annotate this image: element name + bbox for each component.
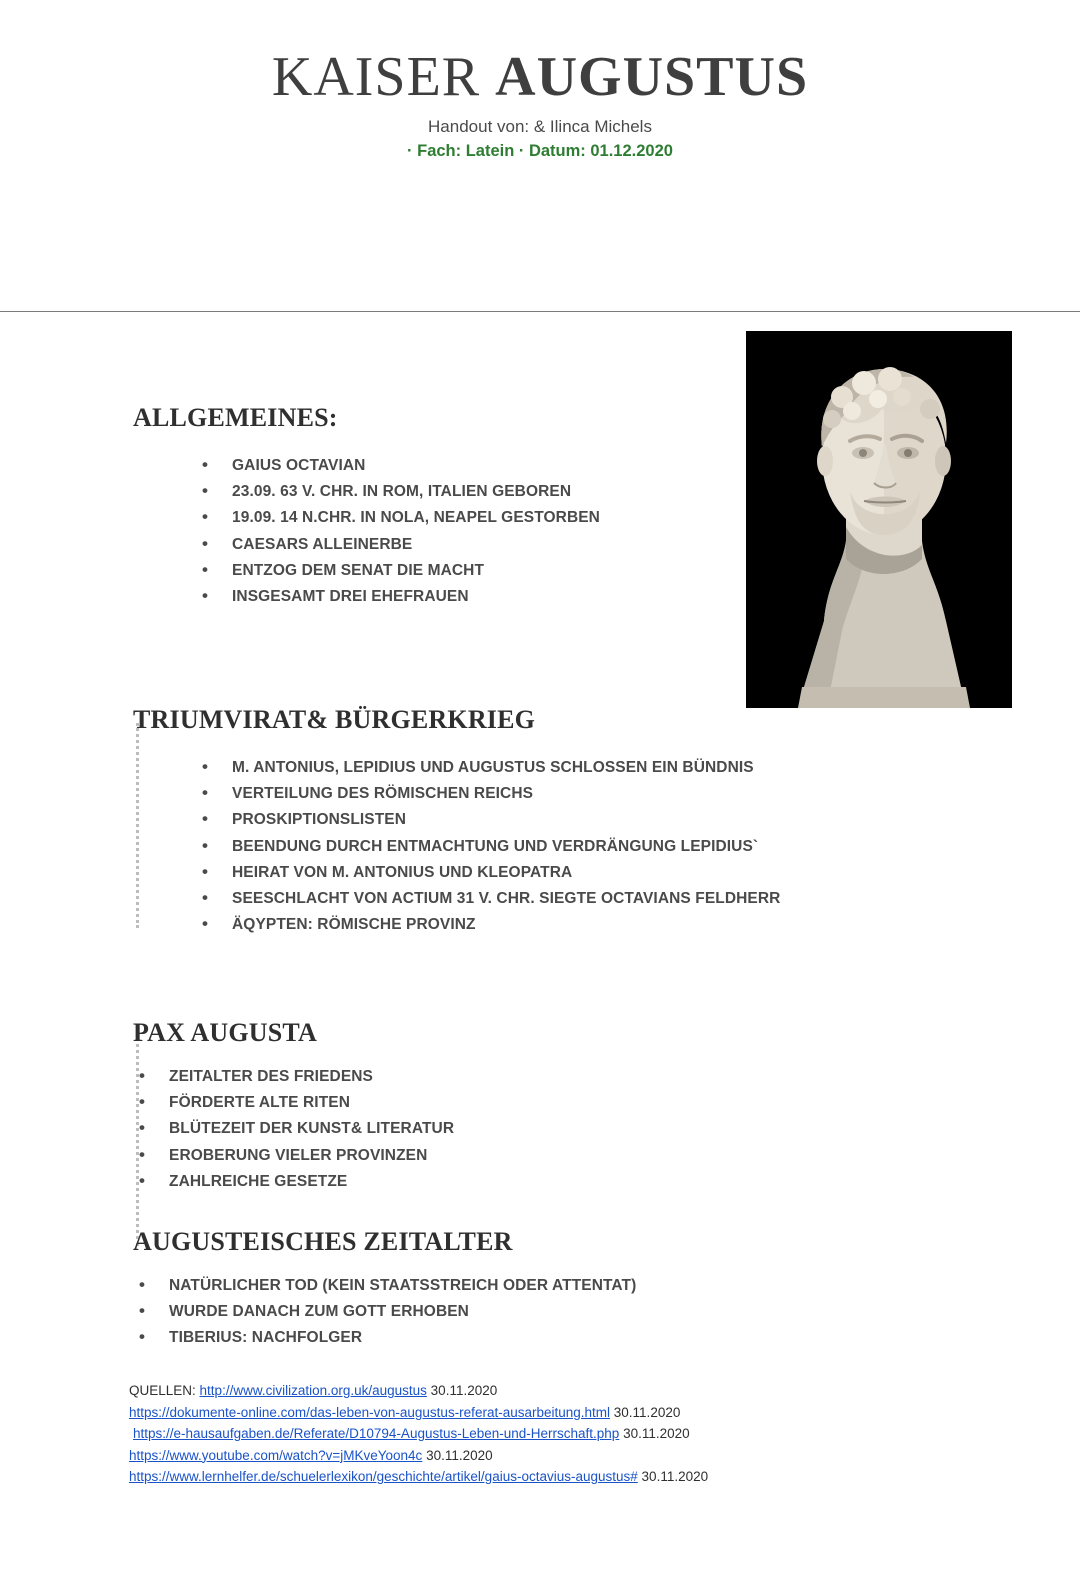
source-row bbox=[129, 1402, 708, 1424]
source-link[interactable]: https://www.youtube.com/watch?v=jMKveYoon4c bbox=[129, 1447, 423, 1463]
list-item: • ZEITALTER DES FRIEDENS bbox=[133, 1064, 454, 1090]
list-item: • PROSKIPTIONSLISTEN bbox=[196, 807, 780, 833]
list-item: • ENTZOG DEM SENAT DIE MACHT bbox=[196, 558, 600, 584]
bullet-list-allgemeines bbox=[196, 453, 600, 610]
list-item: • BLÜTEZEIT DER KUNST& LITERATUR bbox=[133, 1116, 454, 1142]
list-item: • NATÜRLICHER TOD (KEIN STAATSSTREICH ODER ATTENTAT) bbox=[133, 1273, 636, 1299]
source-link[interactable]: https://e-hausaufgaben.de/Referate/D10794-Augustus-Leben-und-Herrschaft.php bbox=[133, 1426, 620, 1441]
document-page bbox=[0, 48, 1080, 1575]
source-row bbox=[129, 1445, 708, 1467]
section-heading-triumvirat: TRIUMVIRAT& BÜRGERKRIEG bbox=[133, 705, 536, 734]
sources-block bbox=[129, 1380, 708, 1488]
source-link[interactable]: http://www.civilization.org.uk/augustus bbox=[199, 1383, 427, 1398]
source-link[interactable]: https://dokumente-online.com/das-leben-von-augustus-referat-ausarbeitung.html bbox=[129, 1404, 611, 1420]
subject-date-line: · Fach: Latein · Datum: 01.12.2020 bbox=[407, 141, 673, 160]
list-item: • VERTEILUNG DES RÖMISCHEN REICHS bbox=[196, 781, 780, 807]
source-date: 30.11.2020 bbox=[430, 1383, 498, 1398]
source-row bbox=[129, 1380, 708, 1402]
list-item: • 19.09. 14 N.CHR. IN NOLA, NEAPEL GESTORBEN bbox=[196, 505, 600, 531]
section-heading-pax-augusta: PAX AUGUSTA bbox=[133, 1018, 317, 1047]
bullet-list-pax-augusta bbox=[133, 1064, 454, 1195]
sources-label: QUELLEN: bbox=[129, 1383, 196, 1398]
source-date: 30.11.2020 bbox=[623, 1426, 690, 1441]
source-link[interactable]: https://www.lernhelfer.de/schuelerlexikon/geschichte/artikel/gaius-octavius-augustus# bbox=[129, 1469, 638, 1484]
list-item: • TIBERIUS: NACHFOLGER bbox=[133, 1325, 636, 1351]
bullet-list-triumvirat bbox=[196, 755, 780, 938]
source-date: 30.11.2020 bbox=[426, 1447, 493, 1463]
list-item: • FÖRDERTE ALTE RITEN bbox=[133, 1090, 454, 1116]
list-item: • ÄQYPTEN: RÖMISCHE PROVINZ bbox=[196, 912, 780, 938]
title-part-kaiser: KAISER bbox=[271, 46, 496, 108]
bust-illustration bbox=[746, 331, 1012, 708]
list-item: • ZAHLREICHE GESETZE bbox=[133, 1169, 454, 1195]
section-heading-augusteisches-zeitalter: AUGUSTEISCHES ZEITALTER bbox=[133, 1227, 513, 1256]
source-date: 30.11.2020 bbox=[641, 1469, 709, 1484]
list-item: • 23.09. 63 V. CHR. IN ROM, ITALIEN GEBOREN bbox=[196, 479, 600, 505]
list-item: • HEIRAT VON M. ANTONIUS UND KLEOPATRA bbox=[196, 860, 780, 886]
bullet-list-augusteisches-zeitalter bbox=[133, 1273, 636, 1352]
augustus-bust-image bbox=[746, 331, 1012, 708]
title-part-augustus: AUGUSTUS bbox=[495, 46, 809, 108]
source-row bbox=[129, 1466, 708, 1488]
source-date: 30.11.2020 bbox=[613, 1404, 681, 1420]
list-item: • WURDE DANACH ZUM GOTT ERHOBEN bbox=[133, 1299, 636, 1325]
list-item: • EROBERUNG VIELER PROVINZEN bbox=[133, 1143, 454, 1169]
header-divider bbox=[0, 311, 1080, 312]
list-item: • BEENDUNG DURCH ENTMACHTUNG UND VERDRÄNGUNG LEPIDIUS` bbox=[196, 834, 780, 860]
list-item: • M. ANTONIUS, LEPIDIUS UND AUGUSTUS SCHLOSSEN EIN BÜNDNIS bbox=[196, 755, 780, 781]
page-title bbox=[0, 48, 1080, 107]
list-item: • GAIUS OCTAVIAN bbox=[196, 453, 600, 479]
list-item: • CAESARS ALLEINERBE bbox=[196, 532, 600, 558]
decorative-dotted-line-1 bbox=[136, 723, 142, 928]
list-item: • SEESCHLACHT VON ACTIUM 31 V. CHR. SIEGTE OCTAVIANS FELDHERR bbox=[196, 886, 780, 912]
handout-author: Handout von: & Ilinca Michels bbox=[428, 116, 652, 136]
list-item: • INSGESAMT DREI EHEFRAUEN bbox=[196, 584, 600, 610]
source-row bbox=[129, 1423, 708, 1445]
section-heading-allgemeines: ALLGEMEINES: bbox=[133, 403, 338, 432]
